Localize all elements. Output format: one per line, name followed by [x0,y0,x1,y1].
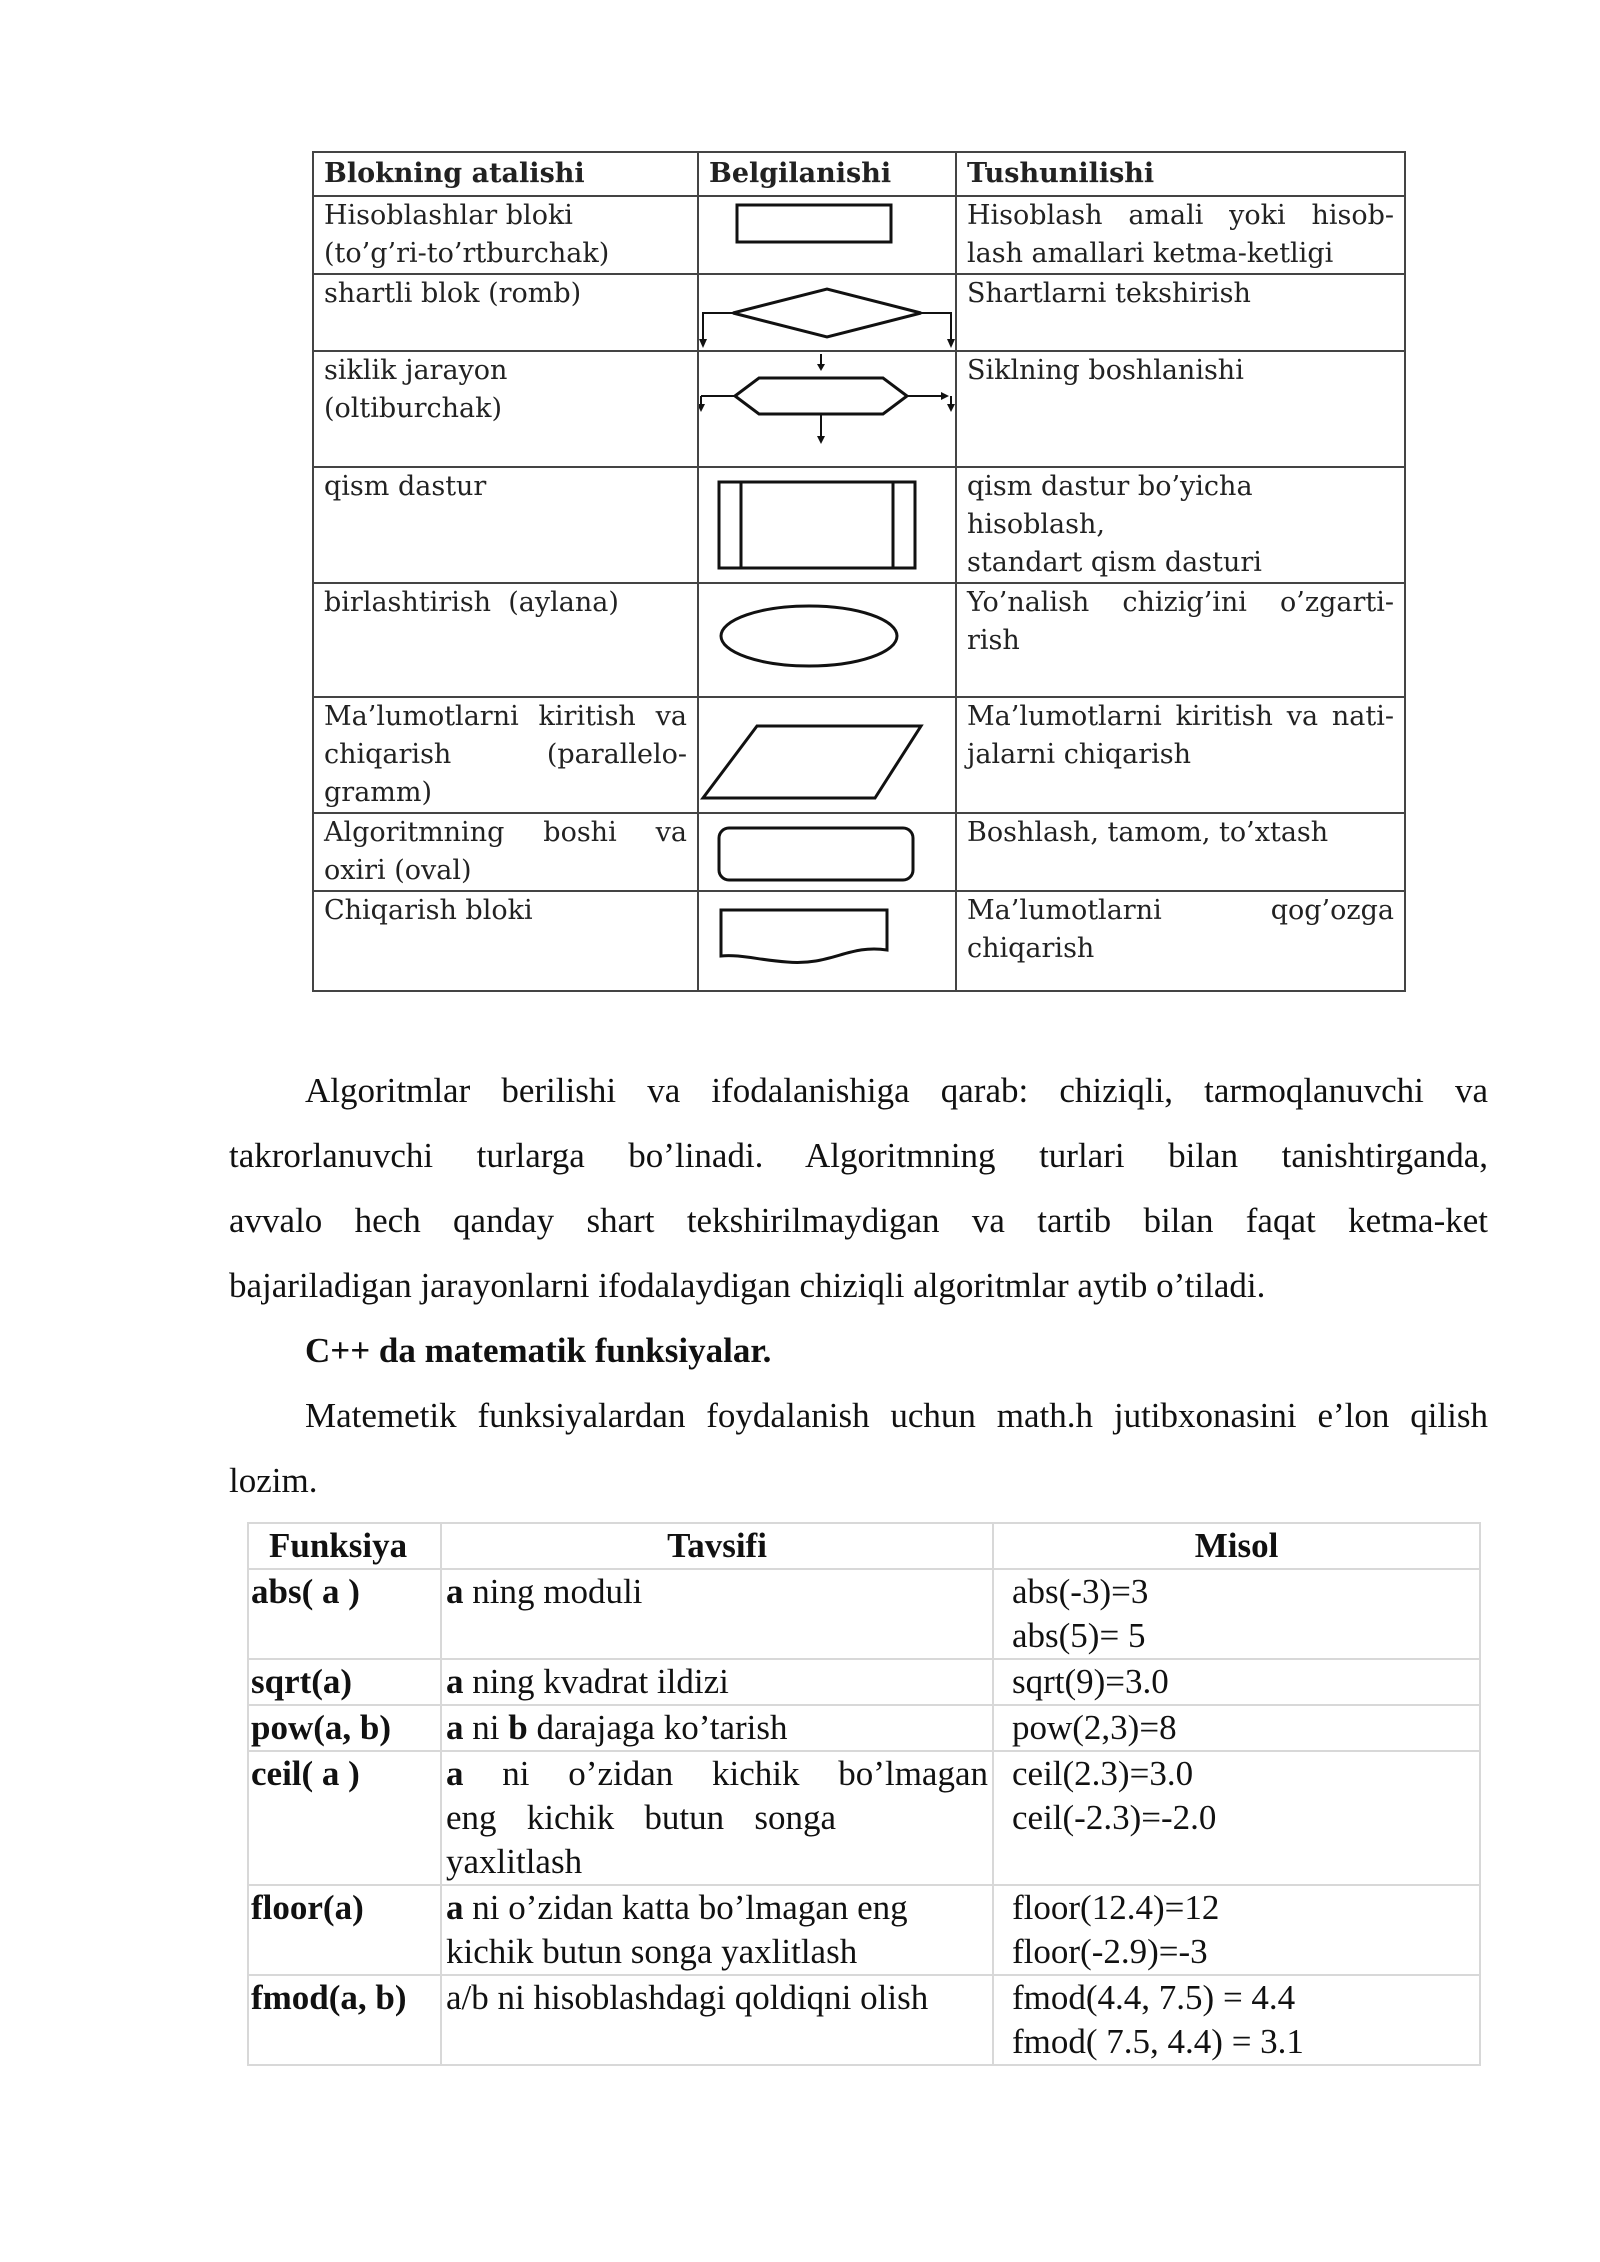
description-text: a/b ni hisoblashdagi qoldiqni olish [446,1978,929,2017]
paragraph-line: bajariladigan jarayonlarni ifodalaydigan chiziqli algoritmlar aytib o’tiladi. [229,1266,1266,1305]
block-name [313,697,698,813]
block-meaning-line: Hisoblash amali yoki hisob- [967,200,1394,231]
block-name-line: Hisoblashlar bloki [324,200,573,231]
ellipse-icon [698,583,956,697]
table-row [313,196,1405,274]
paragraph-algorithms [229,1058,1488,1318]
bold-term: a [446,1572,464,1611]
paragraph-line: lozim. [229,1461,318,1500]
table-row [248,1751,1480,1885]
block-name-line: gramm) [324,777,433,808]
block-meaning-line: chiqarish [967,933,1095,964]
section-heading [229,1318,1488,1383]
header-block-name: Blokning atalishi [313,152,698,196]
function-name: pow(a, b) [248,1705,441,1751]
table-row [313,274,1405,351]
block-meaning-line: Ma’lumotlarni qog’ozga [967,895,1394,926]
description-text: yaxlitlash [446,1842,583,1881]
paragraph-math-library [229,1383,1488,1513]
description-text: ni o’zidan kichik bo’lmagan [463,1754,988,1793]
function-name: fmod(a, b) [248,1975,441,2065]
block-name: birlashtirish (aylana) [313,583,698,697]
table-row [248,1885,1480,1975]
rounded-rectangle-icon [698,813,956,891]
block-meaning [956,891,1405,991]
function-name: sqrt(a) [248,1659,441,1705]
parallelogram-icon [698,697,956,813]
block-name-line: Algoritmning boshi va [324,817,687,848]
block-meaning [956,697,1405,813]
flowchart-blocks-table [312,151,1406,992]
function-example: pow(2,3)=8 [993,1705,1480,1751]
example-line: floor(12.4)=12 [1012,1888,1220,1927]
block-meaning [956,467,1405,583]
function-example [993,1751,1480,1885]
block-name-line: siklik jarayon [324,355,508,386]
example-line: fmod(4.4, 7.5) = 4.4 [1012,1978,1296,2017]
paragraph-line: avvalo hech qanday shart tekshirilmaydigan va tartib bilan faqat ketma-ket [229,1201,1488,1240]
paragraph-line: Matemetik funksiyalardan foydalanish uchun math.h jutibxonasini e’lon qilish [305,1396,1488,1435]
function-example [993,1569,1480,1659]
description-text: kichik butun songa yaxlitlash [446,1932,858,1971]
function-description [441,1705,993,1751]
paragraph-line: Algoritmlar berilishi va ifodalanishiga qarab: chiziqli, tarmoqlanuvchi va [305,1071,1488,1110]
block-meaning: Siklning boshlanishi [956,351,1405,467]
table-row [313,467,1405,583]
table-row [248,1705,1480,1751]
function-example [993,1885,1480,1975]
function-name: abs( a ) [248,1569,441,1659]
block-meaning-line: rish [967,625,1020,656]
bold-term: a [446,1662,464,1701]
block-name-line: (oltiburchak) [324,393,502,424]
function-name: ceil( a ) [248,1751,441,1885]
block-meaning-line: standart qism dasturi [967,547,1262,578]
description-line [446,1752,988,1796]
table-row [313,891,1405,991]
function-example [993,1975,1480,2065]
function-name: floor(a) [248,1885,441,1975]
document-icon [698,891,956,991]
description-text: ni [463,1708,509,1747]
example-line: abs(-3)=3 [1012,1572,1149,1611]
bold-term: b [508,1708,528,1747]
description-text: eng kichik butun songa [446,1798,836,1837]
block-meaning-line: Ma’lumotlarni kiritish va nati- [967,701,1394,732]
header-example: Misol [993,1523,1480,1569]
heading-text: C++ da matematik funksiyalar. [305,1331,772,1370]
header-description: Tavsifi [441,1523,993,1569]
rectangle-icon [698,196,956,274]
hexagon-icon [698,351,956,467]
block-name: Chiqarish bloki [313,891,698,991]
block-name-line: (to’g’ri-to’rtburchak) [324,238,610,269]
table-header-row [248,1523,1480,1569]
description-text: ni o’zidan katta bo’lmagan eng [463,1888,908,1927]
table-row [248,1659,1480,1705]
block-name [313,351,698,467]
block-name: shartli blok (romb) [313,274,698,351]
diamond-icon [698,274,956,351]
block-meaning [956,583,1405,697]
table-row [248,1975,1480,2065]
function-description [441,1659,993,1705]
subroutine-icon [698,467,956,583]
function-example: sqrt(9)=3.0 [993,1659,1480,1705]
block-name [313,196,698,274]
block-name-line: chiqarish (parallelo- [324,739,687,770]
example-line: ceil(-2.3)=-2.0 [1012,1798,1217,1837]
paragraph-line: takrorlanuvchi turlarga bo’linadi. Algoritmning turlari bilan tanishtirganda, [229,1136,1488,1175]
description-text: darajaga ko’tarish [527,1708,788,1747]
description-line [446,1796,836,1840]
block-meaning-line: jalarni chiqarish [967,739,1192,770]
block-name-line: oxiri (oval) [324,855,472,886]
table-header-row [313,152,1405,196]
math-functions-table [247,1522,1481,2066]
table-row [313,583,1405,697]
function-description [441,1975,993,2065]
block-name-line: Ma’lumotlarni kiritish va [324,701,687,732]
bold-term: a [446,1708,464,1747]
header-block-meaning: Tushunilishi [956,152,1405,196]
function-description [441,1569,993,1659]
example-line: floor(-2.9)=-3 [1012,1932,1208,1971]
header-block-symbol: Belgilanishi [698,152,956,196]
block-meaning: Boshlash, tamom, to’xtash [956,813,1405,891]
function-description [441,1885,993,1975]
block-meaning-line: qism dastur bo’yicha hisoblash, [967,471,1253,540]
function-description [441,1751,993,1885]
block-meaning-line: lash amallari ketma-ketligi [967,238,1334,269]
description-text: ning moduli [463,1572,643,1611]
block-name [313,813,698,891]
table-row [313,697,1405,813]
table-row [313,813,1405,891]
block-meaning: Shartlarni tekshirish [956,274,1405,351]
header-function: Funksiya [248,1523,441,1569]
bold-term: a [446,1888,464,1927]
block-meaning-line: Yo’nalish chizig’ini o’zgarti- [967,587,1394,618]
table-row [248,1569,1480,1659]
example-line: ceil(2.3)=3.0 [1012,1754,1194,1793]
bold-term: a [446,1754,464,1793]
example-line: abs(5)= 5 [1012,1616,1146,1655]
example-line: fmod( 7.5, 4.4) = 3.1 [1012,2022,1304,2061]
block-meaning [956,196,1405,274]
block-name: qism dastur [313,467,698,583]
description-text: ning kvadrat ildizi [463,1662,729,1701]
table-row [313,351,1405,467]
